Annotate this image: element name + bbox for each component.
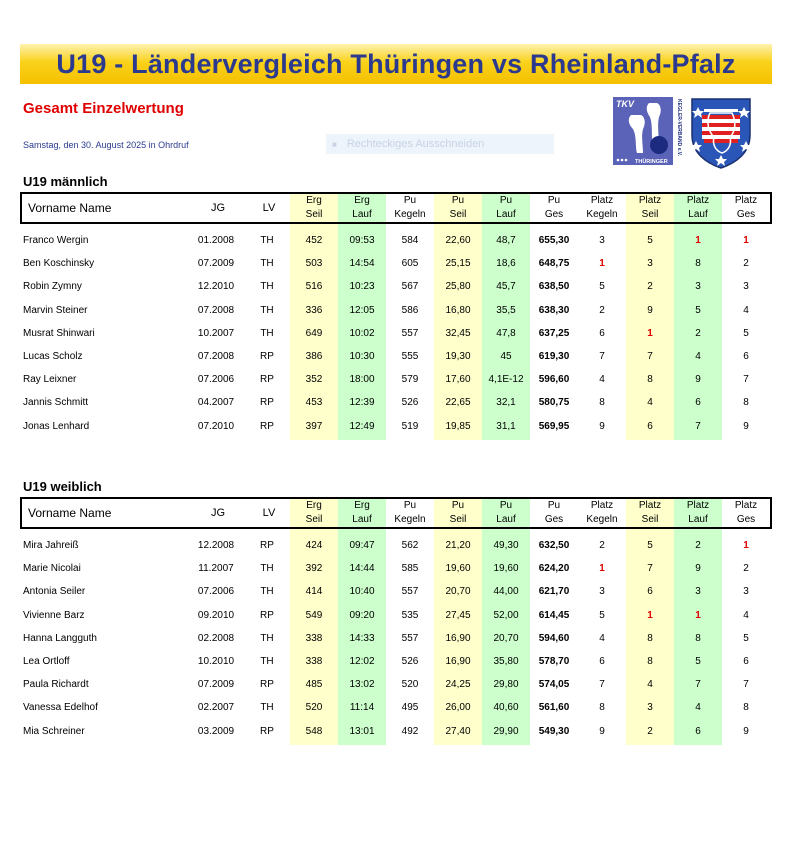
cell-platz-kegeln: 1 [599,563,605,575]
cell-erg-lauf: 14:33 [349,632,375,644]
cell-erg-seil: 452 [305,235,323,246]
cell-lv: TH [260,304,274,316]
cell-lv: RP [260,725,274,737]
cell-pu-seil: 19,60 [445,563,471,575]
cell-platz-ges: 6 [743,656,749,667]
header-lv: LV [262,507,276,519]
cell-pu-seil: 16,80 [445,304,471,316]
subtitle: Gesamt Einzelwertung [23,100,184,117]
header-pu-seil: Pu Seil [449,195,467,220]
table-row [20,534,772,557]
cell-erg-lauf: 11:14 [349,702,375,714]
cell-name: Antonia Seiler [23,586,86,598]
cell-name: Marie Nicolai [23,563,81,575]
cell-pu-ges: 637,25 [538,327,570,339]
cell-platz-kegeln: 6 [599,656,605,667]
cell-lv: TH [260,702,274,714]
cell-jg: 07.2009 [197,258,235,270]
header-erg-lauf: Erg Lauf [352,500,372,525]
cell-platz-kegeln: 9 [599,420,605,432]
cell-pu-kegeln: 562 [401,540,419,551]
table-row [20,275,772,298]
header-pu-ges: Pu Ges [544,195,564,220]
cell-pu-kegeln: 585 [401,563,419,575]
cell-platz-lauf: 5 [695,304,701,316]
cell-platz-kegeln: 9 [599,725,605,737]
header-platz-seil: Platz Seil [638,500,662,525]
cell-pu-lauf: 48,7 [496,235,516,246]
cell-lv: RP [260,540,274,551]
snip-overlay-label: Rechteckiges Ausschneiden [346,138,485,150]
cell-pu-kegeln: 584 [401,235,419,246]
cell-platz-seil: 4 [647,397,653,409]
cell-erg-seil: 649 [305,327,323,339]
cell-platz-kegeln: 1 [599,258,605,270]
cell-erg-seil: 520 [305,702,323,714]
tkv-side-text: KEGLER-VERBAND e.V. [676,99,682,157]
cell-platz-ges: 9 [743,725,749,737]
header-platz-lauf: Platz Lauf [686,195,710,220]
cell-pu-kegeln: 526 [401,397,419,409]
cell-platz-seil: 1 [647,609,653,621]
header-name: Vorname Name [28,506,112,520]
cell-platz-kegeln: 7 [599,351,605,362]
cell-platz-seil: 5 [647,235,653,246]
cell-platz-kegeln: 3 [599,586,605,598]
cell-platz-lauf: 8 [695,632,701,644]
cell-pu-lauf: 32,1 [496,397,516,409]
cell-platz-ges: 3 [743,281,749,293]
cell-lv: TH [260,258,274,270]
cell-platz-lauf: 8 [695,258,701,270]
cell-pu-kegeln: 519 [401,420,419,432]
cell-platz-seil: 3 [647,702,653,714]
cell-name: Vivienne Barz [23,609,85,621]
cell-lv: TH [260,586,274,598]
cell-lv: RP [260,420,274,432]
cell-lv: TH [260,563,274,575]
cell-platz-seil: 5 [647,540,653,551]
cell-platz-kegeln: 8 [599,702,605,714]
header-platz-ges: Platz Ges [734,500,758,525]
cell-pu-ges: 632,50 [538,540,570,551]
cell-pu-kegeln: 605 [401,258,419,270]
cell-platz-kegeln: 4 [599,632,605,644]
table-row [20,299,772,322]
cell-platz-seil: 7 [647,351,653,362]
cell-erg-seil: 386 [305,351,323,362]
cell-erg-lauf: 14:54 [349,258,375,270]
cell-pu-lauf: 35,5 [496,304,516,316]
cell-name: Jannis Schmitt [23,397,89,409]
header-platz-lauf: Platz Lauf [686,500,710,525]
cell-pu-lauf: 44,00 [493,586,519,598]
cell-jg: 07.2008 [197,304,235,316]
cell-pu-kegeln: 586 [401,304,419,316]
cell-pu-kegeln: 492 [401,725,419,737]
cell-platz-seil: 2 [647,281,653,293]
cell-jg: 04.2007 [197,397,235,409]
cell-pu-ges: 655,30 [538,235,570,246]
cell-pu-seil: 27,40 [445,725,471,737]
cell-erg-seil: 548 [305,725,323,737]
cell-platz-kegeln: 3 [599,235,605,246]
cell-lv: TH [260,327,274,339]
cell-lv: RP [260,397,274,409]
cell-erg-lauf: 12:49 [349,420,375,432]
cell-platz-lauf: 4 [695,702,701,714]
cell-platz-ges: 4 [743,304,749,316]
cell-platz-ges: 6 [743,351,749,362]
cell-pu-lauf: 47,8 [496,327,516,339]
cell-pu-ges: 638,50 [538,281,570,293]
cell-lv: TH [260,235,274,246]
cell-platz-kegeln: 5 [599,609,605,621]
cell-pu-kegeln: 520 [401,679,419,691]
cell-platz-ges: 1 [743,540,749,551]
cell-pu-seil: 17,60 [445,374,471,386]
cell-lv: TH [260,632,274,644]
cell-jg: 02.2008 [197,632,235,644]
cell-name: Musrat Shinwari [23,327,95,339]
cell-platz-lauf: 3 [695,281,701,293]
cell-pu-ges: 596,60 [538,374,570,386]
cell-pu-lauf: 35,80 [493,656,519,667]
cell-platz-ges: 8 [743,397,749,409]
cell-platz-lauf: 1 [695,609,701,621]
cell-pu-lauf: 45 [500,351,512,362]
cell-jg: 12.2010 [197,281,235,293]
results-table-maennlich [20,192,772,432]
cell-pu-lauf: 19,60 [493,563,519,575]
cell-platz-ges: 1 [743,235,749,246]
date-line: Samstag, den 30. August 2025 in Ohrdruf [23,140,189,150]
table-row [20,696,772,719]
cell-erg-seil: 503 [305,258,323,270]
cell-pu-lauf: 18,6 [496,258,516,270]
cell-erg-seil: 397 [305,420,323,432]
cell-erg-lauf: 09:47 [349,540,375,551]
page-title: U19 - Ländervergleich Thüringen vs Rheinland-Pfalz [56,48,736,79]
header-erg-seil: Erg Seil [305,500,323,525]
cell-pu-kegeln: 526 [401,656,419,667]
table-row [20,627,772,650]
header-pu-lauf: Pu Lauf [496,500,516,525]
cell-name: Ray Leixner [23,374,77,386]
cell-pu-seil: 32,45 [445,327,471,339]
cell-platz-lauf: 7 [695,679,701,691]
cell-platz-seil: 6 [647,420,653,432]
header-lv: LV [262,202,276,214]
cell-platz-seil: 1 [647,327,653,339]
cell-pu-kegeln: 557 [401,327,419,339]
cell-erg-lauf: 10:23 [349,281,375,293]
cell-platz-kegeln: 2 [599,304,605,316]
header-jg: JG [210,507,226,519]
cell-platz-lauf: 4 [695,351,701,362]
cell-pu-kegeln: 557 [401,586,419,598]
cell-pu-lauf: 4,1E-12 [488,374,524,386]
cell-platz-seil: 8 [647,374,653,386]
cell-platz-lauf: 9 [695,563,701,575]
cell-name: Paula Richardt [23,679,89,691]
cell-platz-ges: 7 [743,374,749,386]
table-row [20,650,772,673]
cell-erg-seil: 336 [305,304,323,316]
bowling-pins-ball-icon [613,97,683,165]
cell-lv: TH [260,281,274,293]
cell-erg-lauf: 18:00 [349,374,375,386]
cell-erg-seil: 549 [305,609,323,621]
cell-pu-lauf: 29,90 [493,725,519,737]
section-title-maennlich: U19 männlich [23,174,108,189]
header-pu-kegeln: Pu Kegeln [394,500,426,525]
cell-pu-ges: 594,60 [538,632,570,644]
cell-name: Marvin Steiner [23,304,88,316]
cell-lv: RP [260,609,274,621]
cell-pu-ges: 621,70 [538,586,570,598]
cell-pu-seil: 19,30 [445,351,471,362]
header-erg-seil: Erg Seil [305,195,323,220]
cell-jg: 07.2006 [197,374,235,386]
cell-name: Hanna Langguth [23,632,97,644]
cell-jg: 07.2010 [197,420,235,432]
cell-erg-lauf: 10:40 [349,586,375,598]
table-row [20,604,772,627]
cell-platz-lauf: 2 [695,540,701,551]
cell-platz-seil: 9 [647,304,653,316]
cell-pu-seil: 27,45 [445,609,471,621]
cell-platz-kegeln: 4 [599,374,605,386]
table-row [20,252,772,275]
cell-pu-ges: 648,75 [538,258,570,270]
header-pu-seil: Pu Seil [449,500,467,525]
cell-jg: 07.2009 [197,679,235,691]
cell-jg: 01.2008 [197,235,235,246]
tkv-bottom-text: THÜRINGER [635,159,668,165]
cell-pu-ges: 569,95 [538,420,570,432]
cell-platz-lauf: 3 [695,586,701,598]
thuringia-lion-crest-icon [690,97,752,169]
table-row [20,229,772,252]
cell-erg-seil: 414 [305,586,323,598]
cell-name: Mia Schreiner [23,725,85,737]
cell-pu-kegeln: 557 [401,632,419,644]
table-row [20,345,772,368]
cell-pu-seil: 16,90 [445,656,471,667]
cell-name: Vanessa Edelhof [23,702,98,714]
cell-platz-lauf: 6 [695,397,701,409]
cell-platz-kegeln: 5 [599,281,605,293]
rectangle-snip-icon: ■ [332,139,337,149]
cell-erg-seil: 424 [305,540,323,551]
cell-erg-seil: 516 [305,281,323,293]
cell-platz-ges: 2 [743,563,749,575]
cell-erg-seil: 352 [305,374,323,386]
header-pu-kegeln: Pu Kegeln [394,195,426,220]
table-row [20,415,772,438]
cell-platz-lauf: 9 [695,374,701,386]
cell-pu-kegeln: 555 [401,351,419,362]
cell-platz-kegeln: 8 [599,397,605,409]
cell-platz-seil: 7 [647,563,653,575]
cell-name: Ben Koschinsky [23,258,95,270]
cell-pu-lauf: 45,7 [496,281,516,293]
cell-name: Mira Jahreiß [23,540,79,551]
cell-pu-kegeln: 579 [401,374,419,386]
cell-jg: 09.2010 [197,609,235,621]
cell-pu-seil: 25,80 [445,281,471,293]
table-header [20,192,772,224]
cell-jg: 11.2007 [198,563,234,575]
cell-erg-seil: 338 [305,632,323,644]
cell-pu-lauf: 49,30 [493,540,519,551]
cell-pu-ges: 561,60 [538,702,570,714]
cell-jg: 12.2008 [197,540,235,551]
snip-overlay-hint [326,134,554,154]
header-pu-lauf: Pu Lauf [496,195,516,220]
cell-platz-kegeln: 7 [599,679,605,691]
cell-platz-lauf: 7 [695,420,701,432]
cell-pu-kegeln: 495 [401,702,419,714]
cell-pu-seil: 20,70 [445,586,471,598]
cell-pu-seil: 26,00 [445,702,471,714]
cell-platz-seil: 4 [647,679,653,691]
table-header [20,497,772,529]
cell-platz-lauf: 6 [695,725,701,737]
cell-name: Robin Zymny [23,281,82,293]
cell-erg-lauf: 09:53 [349,235,375,246]
cell-erg-seil: 392 [305,563,323,575]
cell-platz-seil: 6 [647,586,653,598]
cell-platz-ges: 5 [743,632,749,644]
cell-pu-seil: 25,15 [445,258,471,270]
cell-jg: 07.2006 [197,586,235,598]
cell-pu-seil: 21,20 [445,540,471,551]
cell-platz-ges: 2 [743,258,749,270]
cell-pu-ges: 574,05 [538,679,570,691]
table-row [20,580,772,603]
cell-pu-kegeln: 567 [401,281,419,293]
cell-pu-ges: 549,30 [538,725,570,737]
cell-pu-kegeln: 535 [401,609,419,621]
cell-platz-ges: 8 [743,702,749,714]
header-platz-kegeln: Platz Kegeln [586,500,618,525]
cell-name: Lucas Scholz [23,351,83,362]
cell-name: Jonas Lenhard [23,420,90,432]
cell-lv: RP [260,351,274,362]
cell-erg-lauf: 13:01 [349,725,375,737]
cell-platz-ges: 4 [743,609,749,621]
cell-erg-seil: 338 [305,656,323,667]
header-name: Vorname Name [28,201,112,215]
results-table-weiblich [20,497,772,737]
cell-name: Franco Wergin [23,235,89,246]
cell-pu-ges: 580,75 [538,397,570,409]
cell-erg-lauf: 12:39 [349,397,375,409]
header-pu-ges: Pu Ges [544,500,564,525]
cell-erg-lauf: 10:02 [349,327,375,339]
cell-pu-seil: 19,85 [445,420,471,432]
cell-platz-kegeln: 6 [599,327,605,339]
cell-platz-ges: 5 [743,327,749,339]
title-banner [20,44,772,84]
cell-pu-seil: 24,25 [445,679,471,691]
cell-platz-ges: 7 [743,679,749,691]
cell-pu-seil: 22,60 [445,235,471,246]
cell-lv: RP [260,679,274,691]
table-row [20,391,772,414]
cell-erg-lauf: 13:02 [349,679,375,691]
cell-erg-lauf: 12:05 [349,304,375,316]
cell-pu-seil: 22,65 [445,397,471,409]
header-platz-seil: Platz Seil [638,195,662,220]
table-row [20,557,772,580]
cell-platz-seil: 2 [647,725,653,737]
table-row [20,720,772,743]
cell-platz-ges: 3 [743,586,749,598]
cell-lv: RP [260,374,274,386]
cell-erg-lauf: 12:02 [349,656,375,667]
cell-platz-ges: 9 [743,420,749,432]
cell-platz-seil: 8 [647,632,653,644]
header-platz-kegeln: Platz Kegeln [586,195,618,220]
cell-platz-lauf: 5 [695,656,701,667]
cell-platz-kegeln: 2 [599,540,605,551]
tkv-abbr: TKV [616,99,634,109]
header-erg-lauf: Erg Lauf [352,195,372,220]
table-row [20,368,772,391]
table-row [20,673,772,696]
cell-pu-ges: 578,70 [538,656,570,667]
cell-platz-seil: 8 [647,656,653,667]
cell-erg-lauf: 10:30 [349,351,375,362]
cell-pu-ges: 638,30 [538,304,570,316]
cell-pu-lauf: 52,00 [493,609,519,621]
cell-jg: 07.2008 [197,351,235,362]
cell-jg: 10.2007 [197,327,235,339]
cell-jg: 02.2007 [197,702,235,714]
cell-pu-ges: 619,30 [538,351,570,362]
cell-pu-lauf: 29,80 [493,679,519,691]
cell-pu-seil: 16,90 [445,632,471,644]
section-title-weiblich: U19 weiblich [23,479,102,494]
cell-pu-ges: 614,45 [538,609,570,621]
cell-erg-seil: 453 [305,397,323,409]
header-platz-ges: Platz Ges [734,195,758,220]
cell-platz-lauf: 1 [695,235,701,246]
cell-pu-lauf: 31,1 [496,420,516,432]
cell-jg: 10.2010 [197,656,235,667]
cell-platz-lauf: 2 [695,327,701,339]
cell-platz-seil: 3 [647,258,653,270]
cell-erg-lauf: 09:20 [349,609,375,621]
cell-lv: TH [260,656,274,667]
cell-pu-lauf: 40,60 [493,702,519,714]
cell-pu-ges: 624,20 [538,563,570,575]
cell-erg-seil: 485 [305,679,323,691]
header-jg: JG [210,202,226,214]
cell-name: Lea Ortloff [23,656,70,667]
table-row [20,322,772,345]
cell-jg: 03.2009 [197,725,235,737]
cell-pu-lauf: 20,70 [493,632,519,644]
cell-erg-lauf: 14:44 [349,563,375,575]
